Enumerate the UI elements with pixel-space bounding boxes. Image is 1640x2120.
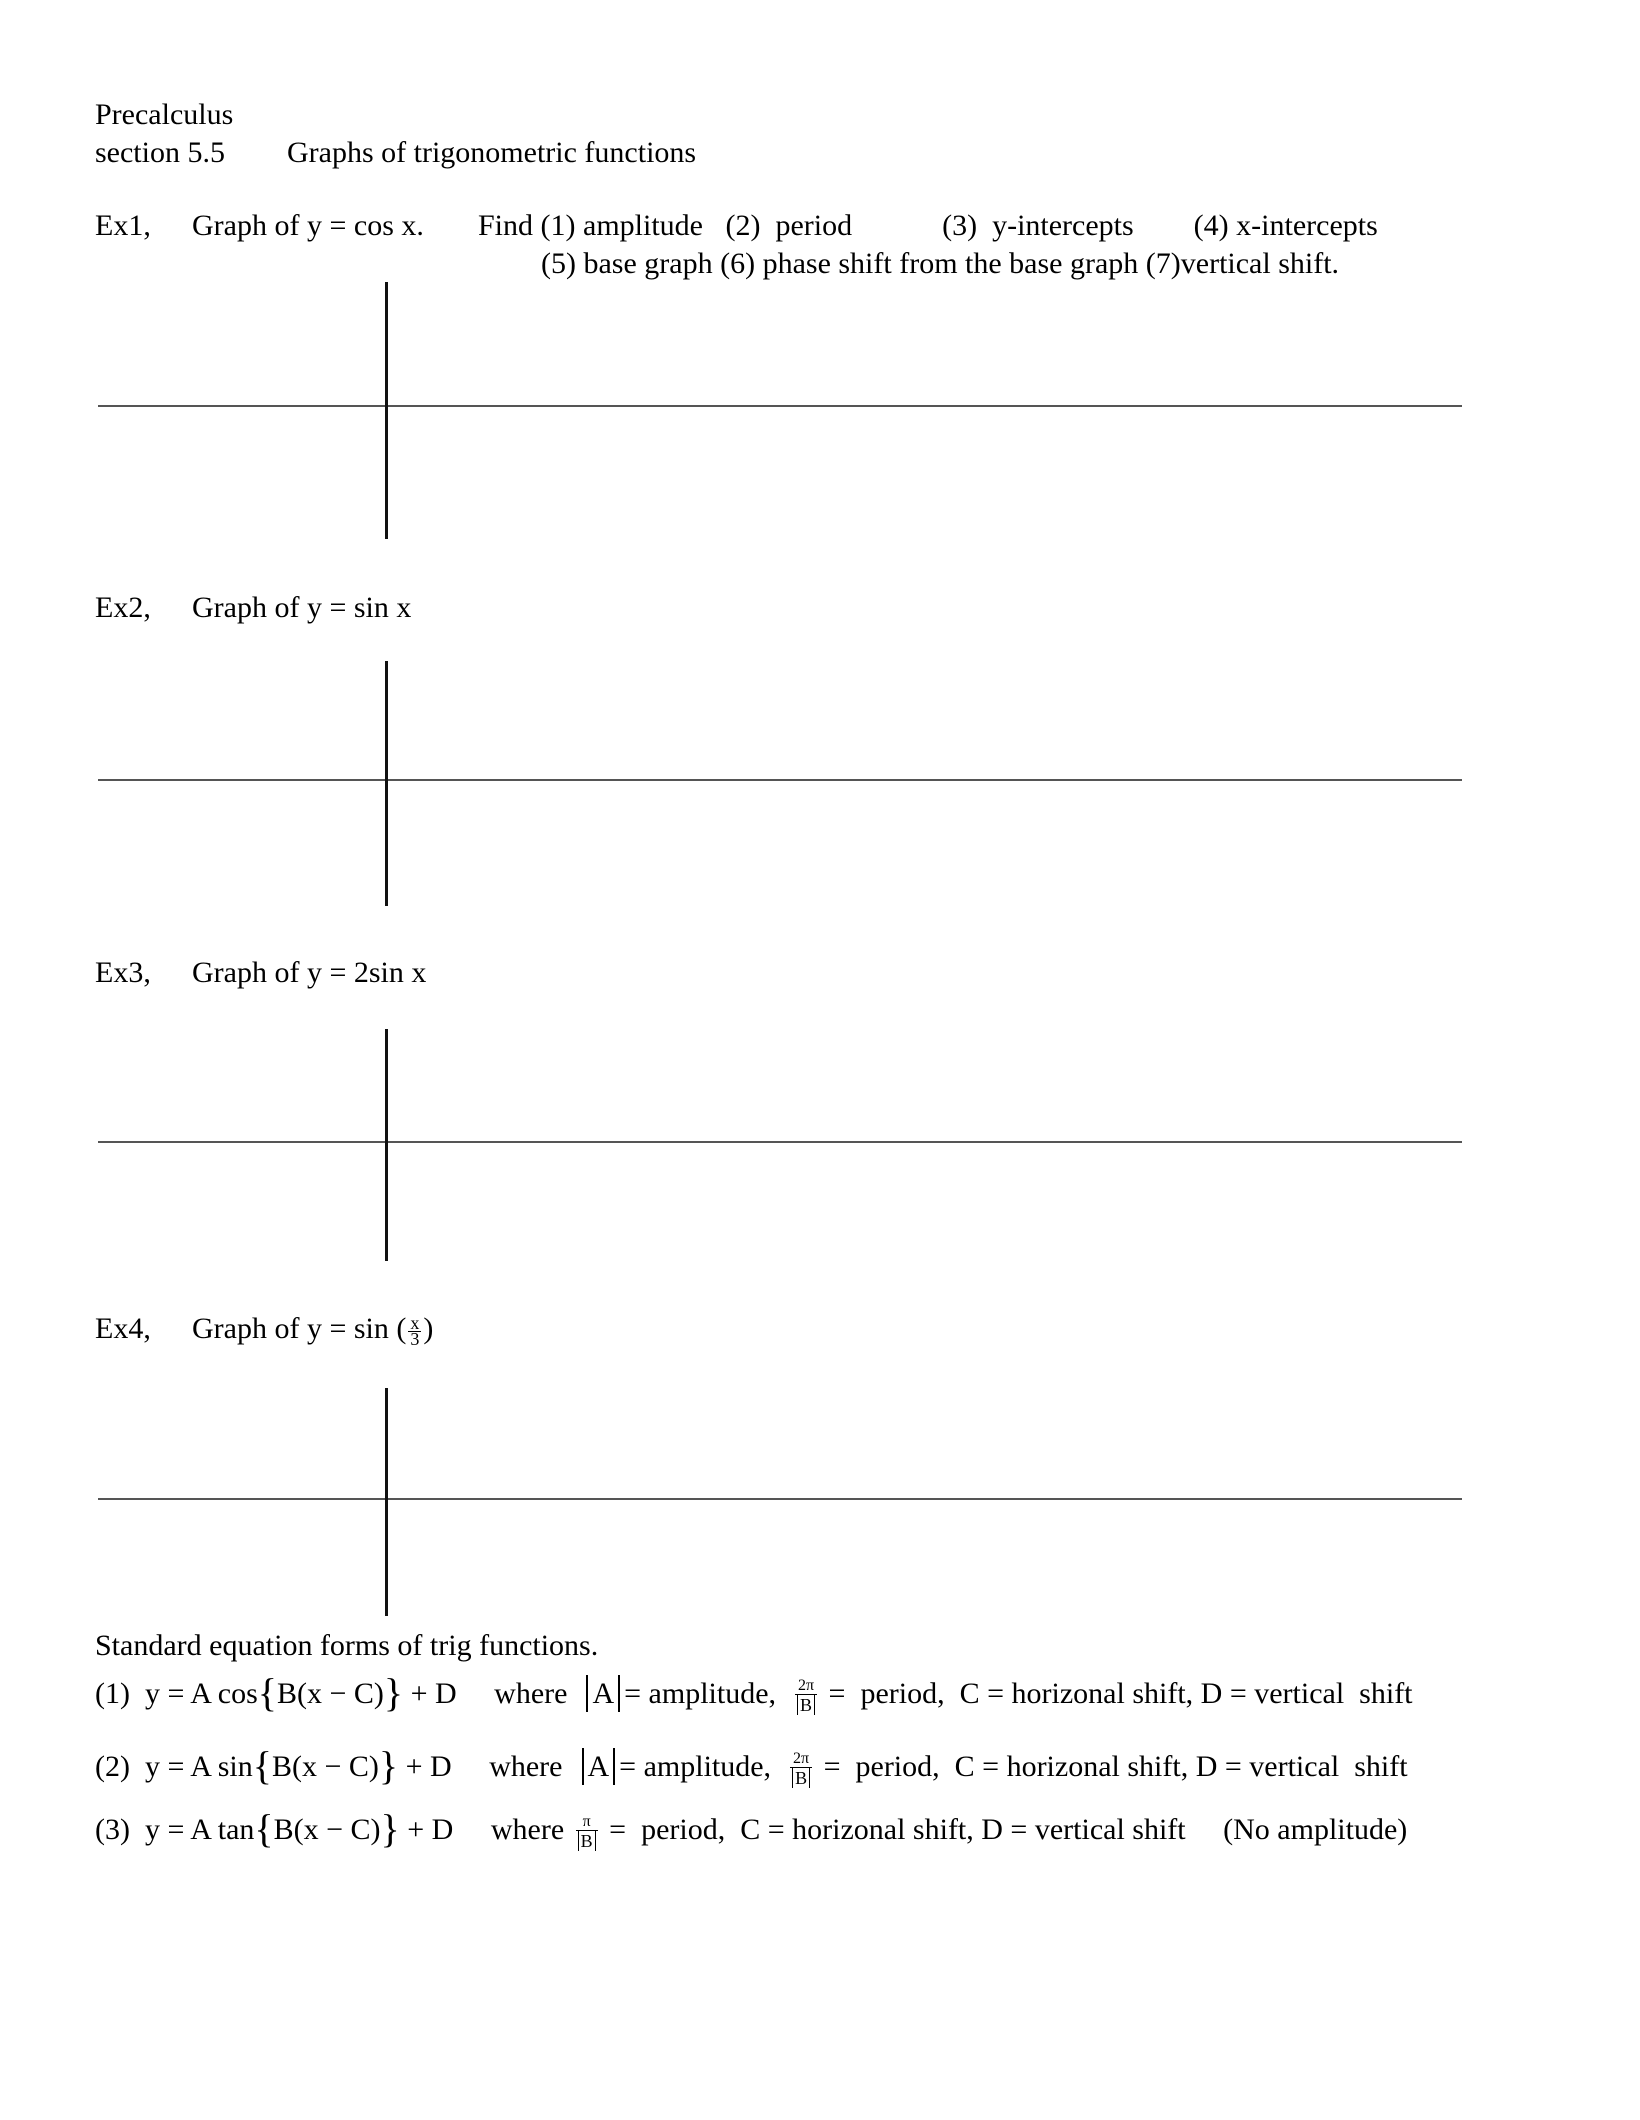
ex4-fraction-denominator: 3	[410, 1328, 420, 1349]
row3-index: (3)	[95, 1813, 130, 1846]
ex4-prompt-end: )	[423, 1312, 434, 1345]
row2-plus-d: + D	[405, 1750, 452, 1783]
ex4-label: Ex4,	[95, 1312, 151, 1345]
standard-form-row-1: (1) y = A cos{B(x − C)} + D where A = amplitude, $\frac{2\pi}{B}$ = period, C = horizonal shift, D = vertical shift	[95, 1670, 1413, 1715]
course-title: Precalculus	[95, 98, 234, 131]
ex3-prompt: Graph of y = 2sin x	[192, 956, 427, 989]
ex4-y-axis	[385, 1388, 388, 1616]
ex4-prompt-group	[192, 1311, 433, 1347]
row2-inner: B(x − C)	[271, 1750, 379, 1783]
ex4-fraction-numerator: x	[410, 1312, 420, 1333]
row2-period-denominator: B	[792, 1768, 810, 1788]
row1-rest: = period, C = horizonal shift, D = vertical shift	[828, 1677, 1413, 1710]
row3-where: where	[490, 1813, 565, 1846]
row2-index: (2)	[95, 1750, 130, 1783]
row2-period-fraction	[790, 1751, 812, 1788]
row3-period-numerator: π	[582, 1812, 591, 1830]
row1-abs-a: A	[586, 1675, 620, 1712]
row2-period-numerator: 2π	[793, 1749, 810, 1767]
row1-plus-d: + D	[410, 1677, 457, 1710]
row1-period-denominator: B	[797, 1695, 815, 1715]
row3-inner: B(x − C)	[273, 1813, 381, 1846]
row1-period-numerator: 2π	[798, 1676, 815, 1694]
row3-plus-d: + D	[407, 1813, 454, 1846]
section-number: section 5.5	[95, 136, 225, 169]
ex1-prompt: Graph of y = cos x.	[192, 209, 424, 242]
ex1-task-line2: (5) base graph (6) phase shift from the base graph (7)vertical shift.	[541, 247, 1340, 280]
row2-rest: = period, C = horizonal shift, D = vertical shift	[823, 1750, 1408, 1783]
row3-lhs: y = A tan	[144, 1813, 255, 1846]
ex2-x-axis	[98, 779, 1462, 781]
ex1-x-axis	[98, 405, 1462, 407]
row1-amplitude: = amplitude,	[624, 1677, 777, 1710]
row3-period-fraction	[576, 1814, 598, 1851]
ex3-y-axis	[385, 1029, 388, 1261]
row3-note: (No amplitude)	[1223, 1813, 1408, 1846]
standard-form-row-2: (2) y = A sin{B(x − C)} + D where A = amplitude, $\frac{2\pi}{B}$ = period, C = horizonal shift, D = vertical shift	[95, 1743, 1408, 1788]
ex3-x-axis	[98, 1141, 1462, 1143]
ex1-task-line1: Find (1) amplitude (2) period (3) y-intercepts (4) x-intercepts	[478, 209, 1378, 242]
ex1-y-axis	[385, 282, 388, 539]
row2-abs-a: A	[582, 1748, 616, 1785]
section-topic: Graphs of trigonometric functions	[287, 136, 697, 169]
ex2-y-axis	[385, 661, 388, 906]
ex4-x-axis	[98, 1498, 1462, 1500]
ex2-prompt: Graph of y = sin x	[192, 591, 412, 624]
row2-where: where	[489, 1750, 563, 1783]
ex4-fraction	[408, 1312, 421, 1349]
row2-lhs: y = A sin	[144, 1750, 253, 1783]
standard-form-row-3: (3) y = A tan{B(x − C)} + D where $\frac{\pi}{B}$ = period, C = horizonal shift, D = vertical shift (No amplitude)	[95, 1806, 1408, 1851]
ex2-label: Ex2,	[95, 591, 151, 624]
ex4-prompt: Graph of y = sin (	[192, 1312, 407, 1345]
standard-forms-title: Standard equation forms of trig functions.	[95, 1629, 599, 1662]
row1-inner: B(x − C)	[276, 1677, 384, 1710]
row2-amplitude: = amplitude,	[619, 1750, 772, 1783]
row1-lhs: y = A cos	[144, 1677, 258, 1710]
row1-period-fraction	[795, 1678, 817, 1715]
ex3-label: Ex3,	[95, 956, 151, 989]
ex1-label: Ex1,	[95, 209, 151, 242]
row1-index: (1)	[95, 1677, 130, 1710]
row3-period-denominator: B	[578, 1831, 596, 1851]
row3-rest: = period, C = horizonal shift, D = vertical shift	[609, 1813, 1186, 1846]
row1-where: where	[494, 1677, 568, 1710]
